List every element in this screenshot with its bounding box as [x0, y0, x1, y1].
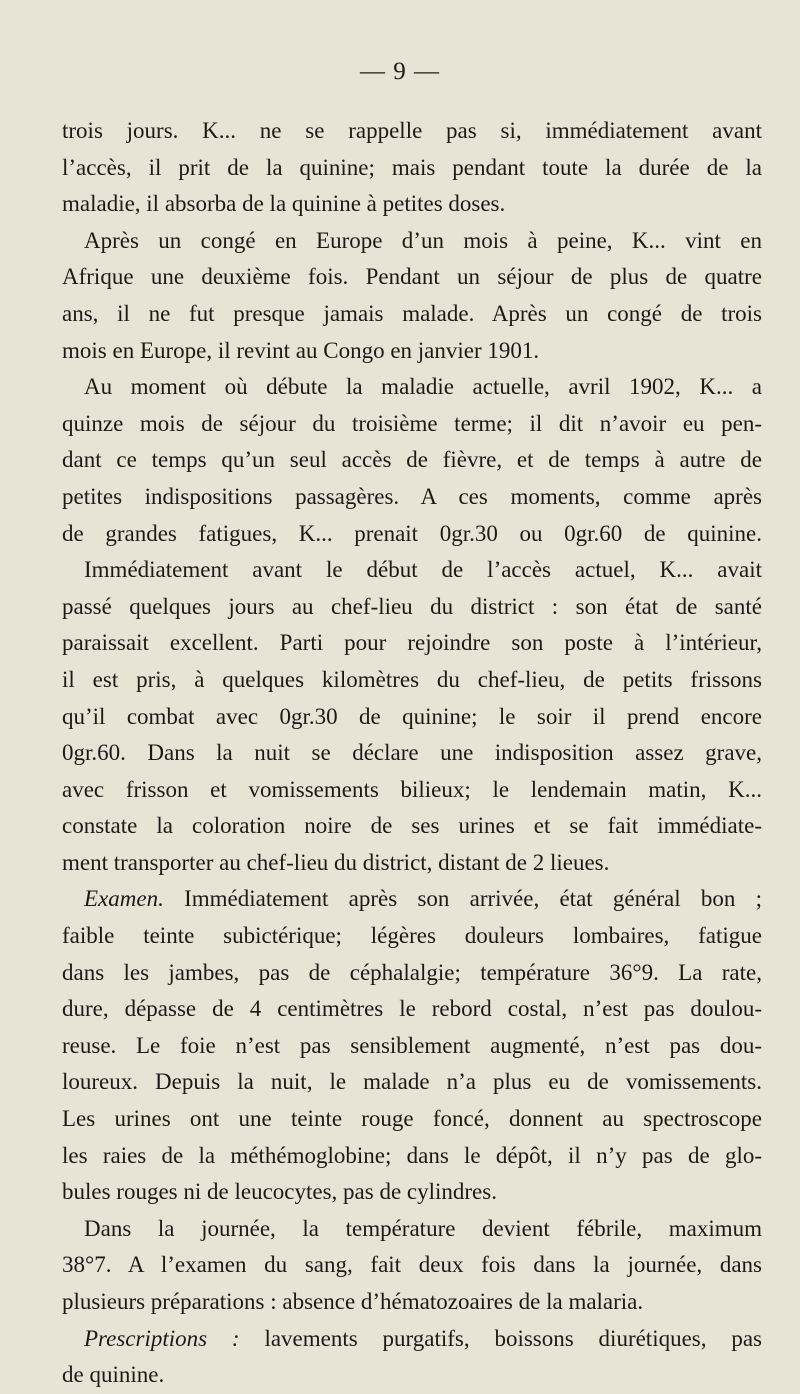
text-line: quinze mois de séjour du troisième terme; il dit n’avoir eu pen-: [62, 410, 762, 436]
text-line: constate la coloration noire de ses urines et se fait immédiate-: [62, 813, 762, 839]
text-line: qu’il combat avec 0gr.30 de quinine; le soir il prend encore: [62, 703, 762, 729]
text-line: petites indispositions passagères. A ces moments, comme après: [62, 483, 762, 509]
text-line: Après un congé en Europe d’un mois à peine, K... vint en: [84, 227, 762, 253]
text-line: bules rouges ni de leucocytes, pas de cylindres.: [62, 1179, 497, 1205]
text-line: ment transporter au chef-lieu du district, distant de 2 lieues.: [62, 849, 610, 875]
text-line: passé quelques jours au chef-lieu du district : son état de santé: [62, 593, 762, 619]
text-line: l’accès, il prit de la quinine; mais pendant toute la durée de la: [62, 154, 762, 180]
text-line: plusieurs préparations : absence d’hématozoaires de la malaria.: [62, 1289, 644, 1314]
text-line: ans, il ne fut presque jamais malade. Après un congé de trois: [62, 300, 762, 326]
text-line: Afrique une deuxième fois. Pendant un séjour de plus de quatre: [62, 264, 762, 290]
text-line: loureux. Depuis la nuit, le malade n’a plus eu de vomissements.: [62, 1069, 762, 1095]
text-line: de quinine.: [62, 1362, 165, 1388]
text-line: maladie, il absorba de la quinine à petites doses.: [62, 191, 506, 217]
page-number: — 9 —: [360, 58, 440, 85]
text-line: 38°7. A l’examen du sang, fait deux fois dans la journée, dans: [62, 1252, 762, 1278]
text-line: reuse. Le foie n’est pas sensiblement augmenté, n’est pas dou-: [62, 1032, 762, 1058]
text-line: dant ce temps qu’un seul accès de fièvre, et de temps à autre de: [62, 447, 762, 473]
text-line: Dans la journée, la température devient fébrile, maximum: [84, 1215, 762, 1241]
section-label-examen: Examen.: [84, 886, 164, 912]
text-run: Immédiatement après son arrivée, état général bon ;: [163, 886, 762, 912]
text-line: mois en Europe, il revint au Congo en janvier 1901.: [62, 337, 540, 363]
text-line: paraissait excellent. Parti pour rejoindre son poste à l’intérieur,: [62, 630, 762, 656]
text-line: 0gr.60. Dans la nuit se déclare une indisposition assez grave,: [62, 740, 762, 766]
text-line: avec frisson et vomissements bilieux; le lendemain matin, K...: [62, 776, 762, 802]
text-line: dans les jambes, pas de céphalalgie; température 36°9. La rate,: [62, 959, 762, 985]
text-line: les raies de la méthémoglobine; dans le dépôt, il n’y pas de glo-: [62, 1142, 762, 1168]
text-line: faible teinte subictérique; légères douleurs lombaires, fatigue: [62, 923, 762, 949]
section-label-prescriptions: Prescriptions :: [84, 1325, 240, 1351]
text-line: [62, 881, 762, 918]
text-run: lavements purgatifs, boissons diurétiques, pas: [239, 1325, 762, 1351]
text-line: [62, 1321, 762, 1358]
body-text: [62, 113, 762, 1394]
text-line: Immédiatement avant le début de l’accès actuel, K... avait: [84, 557, 762, 583]
text-line: dure, dépasse de 4 centimètres le rebord costal, n’est pas doulou-: [62, 996, 762, 1022]
text-line: de grandes fatigues, K... prenait 0gr.30 ou 0gr.60 de quinine.: [62, 520, 762, 546]
text-line: il est pris, à quelques kilomètres du chef-lieu, de petits frissons: [62, 666, 762, 692]
text-line: Au moment où débute la maladie actuelle, avril 1902, K... a: [84, 374, 762, 400]
text-line: trois jours. K... ne se rappelle pas si, immédiatement avant: [62, 118, 762, 143]
text-line: Les urines ont une teinte rouge foncé, donnent au spectroscope: [62, 1106, 762, 1132]
